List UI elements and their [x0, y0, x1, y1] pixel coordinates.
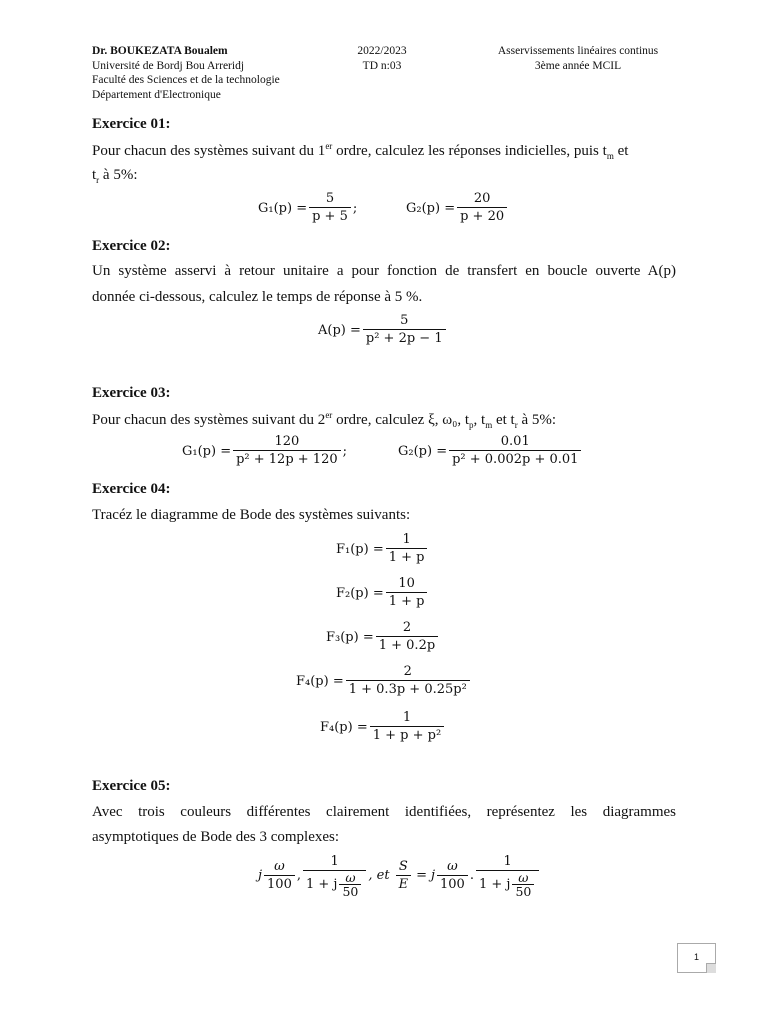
- author-name: Dr. BOUKEZATA Boualem: [92, 45, 228, 57]
- faculty: Faculté des Sciences et de la technologie: [92, 74, 280, 86]
- exercise-4-title: Exercice 04:: [92, 481, 171, 497]
- university: Université de Bordj Bou Arreridj: [92, 59, 245, 72]
- exercise-5-line-1: Avec trois couleurs différentes clairement identifiées, représentez les diagrammes: [92, 804, 676, 820]
- exercise-4-line-1: Tracéz le diagramme de Bode des systèmes suivants:: [92, 507, 411, 523]
- equation-g1-ex3: G₁(p) = $\frac{120}{\text{p² + 12p + 120}}$ ;: [182, 434, 348, 467]
- exercise-5-title: Exercice 05:: [92, 778, 171, 794]
- exercise-1-title: Exercice 01:: [92, 116, 171, 132]
- header-left: [92, 44, 280, 102]
- exercise-2-title: Exercice 02:: [92, 238, 171, 254]
- equation-f1: F₁(p) = $\frac{1}{1 + p}$: [336, 531, 429, 567]
- page-number-box: [677, 943, 716, 973]
- exercise-3-line-1: Pour chacun des systèmes suivant du 2er ordre, calculez ξ, ω₀, $t_p$, $t_m$ et $t_r$ à 5%:: [92, 410, 557, 430]
- page-corner-fold-icon: [706, 963, 716, 973]
- equation-f2: F₂(p) = $\frac{10}{1 + p}$: [336, 575, 429, 611]
- exercise-2-line-2: donnée ci-dessous, calculez le temps de réponse à 5 %.: [92, 289, 423, 305]
- exercise-2-line-1: Un système asservi à retour unitaire a pour fonction de transfert en boucle ouverte A(p): [92, 263, 676, 279]
- equation-f3: F₃(p) = $\frac{2}{1 + 0.2p}$: [326, 619, 440, 655]
- exercise-3-title: Exercice 03:: [92, 385, 171, 401]
- header-center: [351, 44, 413, 73]
- equation-f4-bis: F₄(p) = $\frac{1}{\text{1 + p + p²}}$: [320, 709, 446, 745]
- equation-complexes: j ω 100 , 1 1 + j $\frac{\omega}{50}$ , et S E = j ω 100 . 1 1 + j $\frac{\omega}{50}$: [258, 853, 541, 898]
- course-title: Asservissements linéaires continus: [497, 45, 659, 57]
- exercise-1-line-1: Pour chacun des systèmes suivant du 1er ordre, calculez les réponses indicielles, puis $t_m$ et: [92, 141, 629, 161]
- department: Département d'Electronique: [92, 88, 221, 101]
- td-number: TD n:03: [362, 59, 402, 72]
- academic-year: 2022/2023: [357, 45, 407, 57]
- equation-g2-ex1: G₂(p) = $\frac{20}{p + 20}$: [406, 190, 509, 226]
- exercise-5-line-2: asymptotiques de Bode des 3 complexes:: [92, 829, 340, 845]
- header-right: [480, 44, 676, 73]
- page-number: 1: [693, 952, 699, 962]
- equation-g2-ex3: G₂(p) = $\frac{0.01}{\text{p² + 0.002p + 0.01}}$: [398, 433, 583, 469]
- equation-f4: F₄(p) = $\frac{2}{\text{1 + 0.3p + 0.25p²}}$: [296, 663, 472, 699]
- course-level: 3ème année MCIL: [534, 59, 622, 72]
- exercise-1-line-2: $t_r$ à 5%:: [92, 167, 138, 185]
- equation-a: A(p) = $\frac{5}{\text{p² + 2p − 1}}$: [318, 312, 448, 348]
- equation-g1-ex1: G₁(p) = $\frac{5}{p + 5}$ ;: [258, 191, 358, 224]
